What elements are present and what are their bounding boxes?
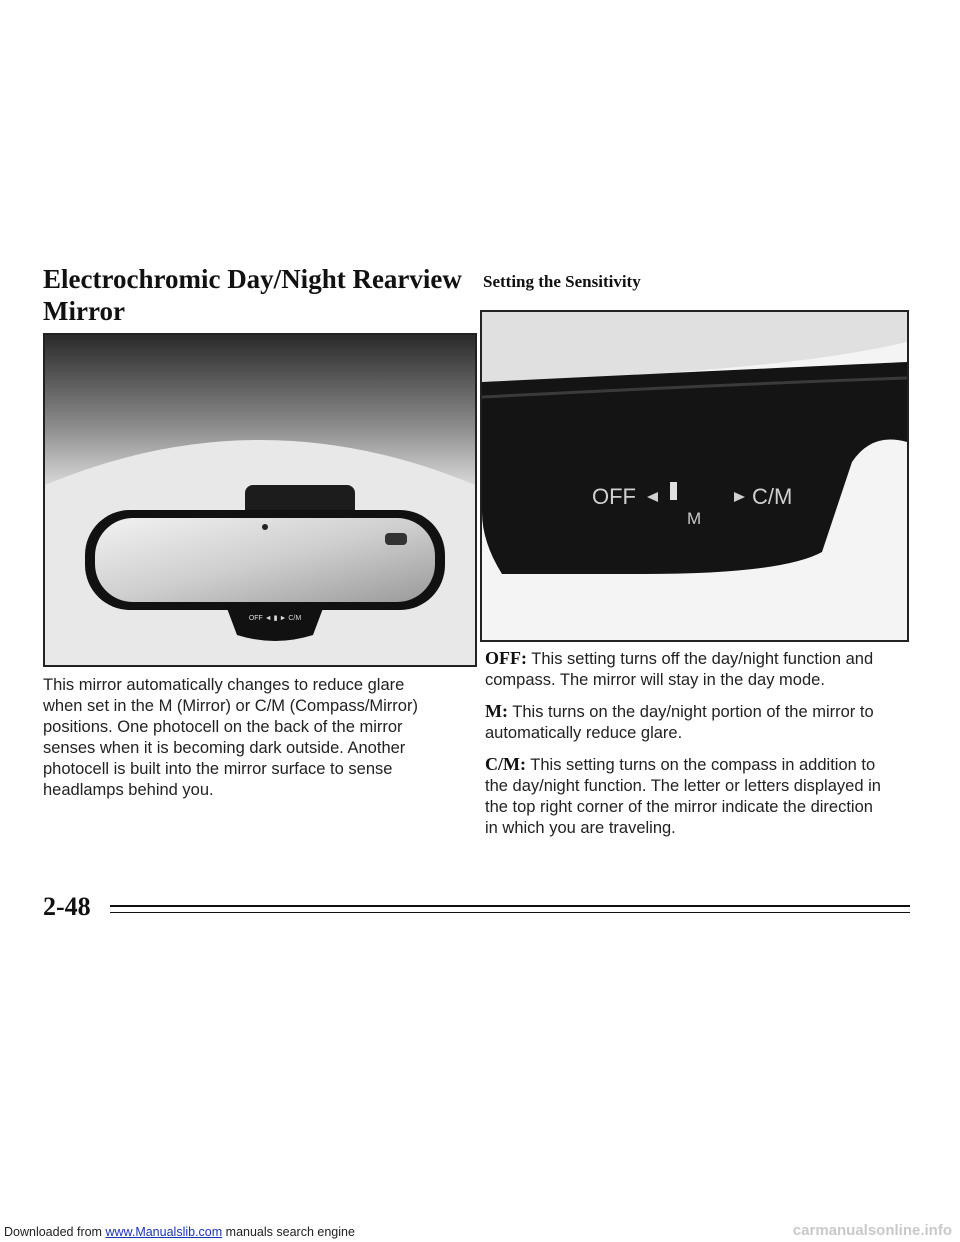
left-title-line-1: Electrochromic Day/Night Rearview Mirror (43, 264, 462, 326)
right-section-title: Setting the Sensitivity (483, 272, 641, 291)
switch-cm-label: C/M (752, 484, 793, 509)
left-paragraph-line: positions. One photocell on the back of the mirror (43, 718, 403, 736)
left-paragraph-line: This mirror automatically changes to reduce glare (43, 676, 405, 694)
definition-line: This setting turns on the compass in addition to (530, 756, 876, 774)
definition-item-off (485, 648, 915, 691)
definition-term: C/M: (485, 754, 526, 774)
right-definitions (485, 648, 915, 839)
definition-line: This turns on the day/night portion of the mirror to (512, 703, 874, 721)
definition-line: automatically reduce glare. (485, 724, 683, 742)
left-paragraph-line: senses when it is becoming dark outside. Another (43, 739, 406, 757)
manualslib-link[interactable]: www.Manualslib.com (105, 1225, 223, 1239)
switch-photo (480, 310, 909, 642)
footer-rule-thin (110, 912, 910, 913)
definition-line: the day/night function. The letter or letters displayed in (485, 777, 881, 795)
definition-term: M: (485, 701, 508, 721)
left-paragraph-line: when set in the M (Mirror) or C/M (Compass/Mirror) (43, 697, 418, 715)
page-number: 2-48 (43, 892, 91, 921)
definition-item-m (485, 701, 915, 744)
switch-m-label: M (687, 509, 702, 528)
switch-toggle-icon (670, 482, 677, 500)
definition-line: compass. The mirror will stay in the day mode. (485, 671, 825, 689)
definition-item-cm (485, 754, 915, 839)
left-paragraph-line: headlamps behind you. (43, 781, 214, 799)
definition-line: the top right corner of the mirror indicate the direction (485, 798, 873, 816)
mirror-button-label: OFF ◄ ▮ ► C/M (248, 615, 302, 622)
download-bar (4, 1225, 355, 1239)
definition-line: in which you are traveling. (485, 819, 676, 837)
download-suffix: manuals search engine (225, 1225, 355, 1239)
footer-rule (110, 905, 910, 907)
mirror-illustration (45, 335, 475, 665)
definition-term: OFF: (485, 648, 527, 668)
left-paragraph-line: photocell is built into the mirror surface to sense (43, 760, 393, 778)
left-paragraph (43, 675, 473, 801)
definition-line: This setting turns off the day/night function and (531, 650, 874, 668)
mirror-photo (43, 333, 477, 667)
download-prefix: Downloaded from (4, 1225, 102, 1239)
switch-illustration (482, 312, 907, 640)
switch-off-label: OFF (592, 484, 636, 509)
watermark-logo: carmanualsonline.info (792, 1222, 952, 1239)
